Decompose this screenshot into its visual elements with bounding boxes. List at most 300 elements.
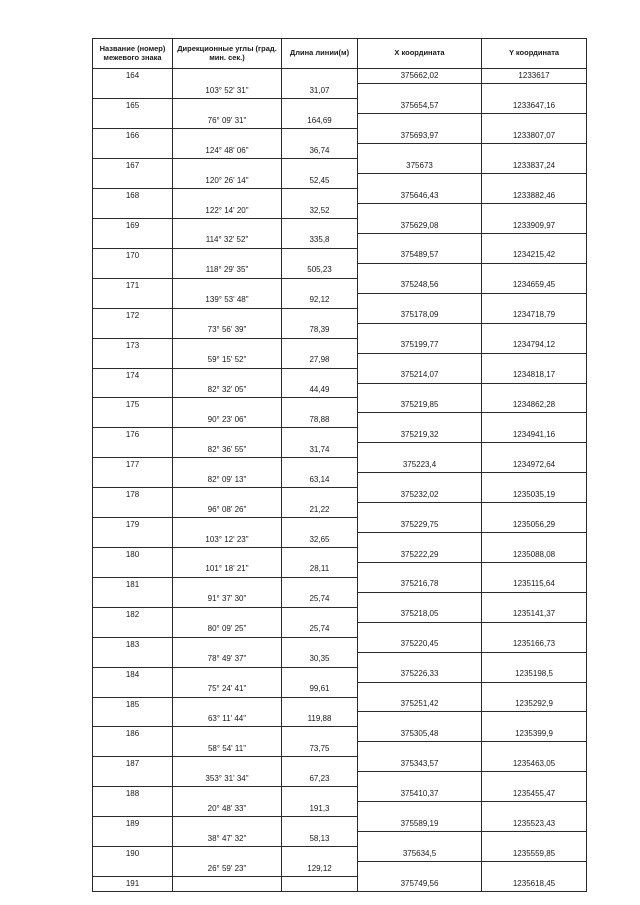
empty-cell xyxy=(93,323,173,338)
empty-cell xyxy=(93,562,173,577)
y-coordinate: 1234794,12 xyxy=(482,338,587,353)
table-row xyxy=(93,233,587,248)
direction-angle: 82° 09' 13" xyxy=(173,473,282,488)
table-row xyxy=(93,518,587,533)
table-row xyxy=(93,757,587,772)
empty-cell xyxy=(282,398,358,413)
table-row xyxy=(93,159,587,174)
empty-cell xyxy=(173,757,282,772)
direction-angle: 122° 14' 20" xyxy=(173,204,282,219)
table-row xyxy=(93,562,587,577)
empty-cell xyxy=(93,144,173,159)
direction-angle: 20° 48' 33" xyxy=(173,802,282,817)
y-coordinate: 1235618,45 xyxy=(482,876,587,891)
x-coordinate: 375199,77 xyxy=(358,338,482,353)
line-length: 27,98 xyxy=(282,353,358,368)
table-row xyxy=(93,817,587,832)
header-x-coordinate: X координата xyxy=(358,39,482,69)
table-row xyxy=(93,144,587,159)
point-name: 180 xyxy=(93,548,173,563)
empty-cell xyxy=(482,204,587,219)
empty-cell xyxy=(482,832,587,847)
table-row xyxy=(93,802,587,817)
table-row xyxy=(93,577,587,592)
empty-cell xyxy=(173,428,282,443)
empty-cell xyxy=(482,862,587,877)
line-length: 119,88 xyxy=(282,712,358,727)
empty-cell xyxy=(173,189,282,204)
table-row xyxy=(93,473,587,488)
direction-angle: 80° 09' 25" xyxy=(173,622,282,637)
empty-cell xyxy=(173,637,282,652)
point-name: 189 xyxy=(93,817,173,832)
empty-cell xyxy=(358,862,482,877)
empty-cell xyxy=(282,458,358,473)
y-coordinate: 1234862,28 xyxy=(482,398,587,413)
empty-cell xyxy=(282,159,358,174)
x-coordinate: 375219,85 xyxy=(358,398,482,413)
empty-cell xyxy=(173,338,282,353)
table-row xyxy=(93,712,587,727)
point-name: 176 xyxy=(93,428,173,443)
table-row xyxy=(93,667,587,682)
line-length: 30,35 xyxy=(282,652,358,667)
empty-cell xyxy=(173,398,282,413)
table-row xyxy=(93,398,587,413)
empty-cell xyxy=(482,533,587,548)
line-length: 78,88 xyxy=(282,413,358,428)
table-row xyxy=(93,114,587,129)
direction-angle: 76° 09' 31" xyxy=(173,114,282,129)
direction-angle: 139° 53' 48" xyxy=(173,293,282,308)
empty-cell xyxy=(282,69,358,84)
empty-cell xyxy=(358,443,482,458)
empty-cell xyxy=(358,353,482,368)
point-name: 167 xyxy=(93,159,173,174)
empty-cell xyxy=(173,697,282,712)
empty-cell xyxy=(482,443,587,458)
table-row xyxy=(93,129,587,144)
point-name: 175 xyxy=(93,398,173,413)
table-row xyxy=(93,787,587,802)
x-coordinate: 375410,37 xyxy=(358,787,482,802)
y-coordinate: 1234818,17 xyxy=(482,368,587,383)
empty-cell xyxy=(173,577,282,592)
line-length: 32,65 xyxy=(282,533,358,548)
point-name: 165 xyxy=(93,99,173,114)
table-header xyxy=(93,39,587,69)
empty-cell xyxy=(482,772,587,787)
empty-cell xyxy=(93,533,173,548)
table-row xyxy=(93,219,587,234)
line-length: 78,39 xyxy=(282,323,358,338)
table-row xyxy=(93,503,587,518)
y-coordinate: 1233882,46 xyxy=(482,189,587,204)
y-coordinate: 1235523,43 xyxy=(482,817,587,832)
empty-cell xyxy=(93,233,173,248)
table-row xyxy=(93,697,587,712)
empty-cell xyxy=(173,667,282,682)
line-length: 52,45 xyxy=(282,174,358,189)
table-row xyxy=(93,772,587,787)
direction-angle: 91° 37' 30" xyxy=(173,592,282,607)
point-name: 166 xyxy=(93,129,173,144)
direction-angle: 120° 26' 14" xyxy=(173,174,282,189)
empty-cell xyxy=(93,443,173,458)
empty-cell xyxy=(358,652,482,667)
line-length: 67,23 xyxy=(282,772,358,787)
empty-cell xyxy=(173,847,282,862)
empty-cell xyxy=(282,368,358,383)
empty-cell xyxy=(482,263,587,278)
point-name: 178 xyxy=(93,488,173,503)
point-name: 173 xyxy=(93,338,173,353)
line-length: 25,74 xyxy=(282,622,358,637)
empty-cell xyxy=(482,682,587,697)
empty-cell xyxy=(282,667,358,682)
empty-cell xyxy=(358,323,482,338)
point-name: 186 xyxy=(93,727,173,742)
empty-cell xyxy=(282,189,358,204)
empty-cell xyxy=(482,712,587,727)
y-coordinate: 1234972,64 xyxy=(482,458,587,473)
direction-angle: 101° 18' 21" xyxy=(173,562,282,577)
table-row xyxy=(93,727,587,742)
empty-cell xyxy=(482,114,587,129)
table-row xyxy=(93,458,587,473)
point-name: 184 xyxy=(93,667,173,682)
empty-cell xyxy=(358,712,482,727)
y-coordinate: 1234659,45 xyxy=(482,278,587,293)
empty-cell xyxy=(173,458,282,473)
empty-cell xyxy=(282,99,358,114)
header-point-name: Название (номер) межевого знака xyxy=(93,39,173,69)
header-direction-angle: Дирекционные углы (град. мин. сек.) xyxy=(173,39,282,69)
table-row xyxy=(93,278,587,293)
empty-cell xyxy=(93,772,173,787)
empty-cell xyxy=(282,428,358,443)
table-row xyxy=(93,99,587,114)
point-name: 171 xyxy=(93,278,173,293)
empty-cell xyxy=(282,727,358,742)
table-row xyxy=(93,592,587,607)
empty-cell xyxy=(358,592,482,607)
point-name: 191 xyxy=(93,876,173,891)
empty-cell xyxy=(173,817,282,832)
boundary-coordinates-table xyxy=(92,38,587,892)
empty-cell xyxy=(93,263,173,278)
x-coordinate: 375589,19 xyxy=(358,817,482,832)
table-row xyxy=(93,263,587,278)
x-coordinate: 375216,78 xyxy=(358,577,482,592)
line-length: 505,23 xyxy=(282,263,358,278)
y-coordinate: 1235088,08 xyxy=(482,548,587,563)
empty-cell xyxy=(173,548,282,563)
table-row xyxy=(93,876,587,891)
empty-cell xyxy=(173,607,282,622)
y-coordinate: 1234941,16 xyxy=(482,428,587,443)
y-coordinate: 1235166,73 xyxy=(482,637,587,652)
y-coordinate: 1234718,79 xyxy=(482,308,587,323)
line-length: 28,11 xyxy=(282,562,358,577)
x-coordinate: 375305,48 xyxy=(358,727,482,742)
point-name: 174 xyxy=(93,368,173,383)
x-coordinate: 375646,43 xyxy=(358,189,482,204)
empty-cell xyxy=(282,637,358,652)
empty-cell xyxy=(93,413,173,428)
point-name: 179 xyxy=(93,518,173,533)
empty-cell xyxy=(358,233,482,248)
empty-cell xyxy=(358,84,482,99)
point-name: 185 xyxy=(93,697,173,712)
direction-angle: 124° 48' 06" xyxy=(173,144,282,159)
empty-cell xyxy=(282,876,358,891)
table-row xyxy=(93,622,587,637)
empty-cell xyxy=(93,832,173,847)
empty-cell xyxy=(482,742,587,757)
line-length: 58,13 xyxy=(282,832,358,847)
direction-angle: 103° 12' 23" xyxy=(173,533,282,548)
empty-cell xyxy=(358,144,482,159)
direction-angle: 78° 49' 37" xyxy=(173,652,282,667)
empty-cell xyxy=(358,533,482,548)
empty-cell xyxy=(282,129,358,144)
empty-cell xyxy=(93,473,173,488)
empty-cell xyxy=(173,69,282,84)
table-row xyxy=(93,637,587,652)
empty-cell xyxy=(482,473,587,488)
table-row xyxy=(93,323,587,338)
empty-cell xyxy=(358,174,482,189)
table-body xyxy=(93,69,587,892)
x-coordinate: 375218,05 xyxy=(358,607,482,622)
y-coordinate: 1233617 xyxy=(482,69,587,84)
table-row xyxy=(93,548,587,563)
empty-cell xyxy=(93,353,173,368)
x-coordinate: 375219,32 xyxy=(358,428,482,443)
empty-cell xyxy=(93,503,173,518)
empty-cell xyxy=(358,622,482,637)
point-name: 190 xyxy=(93,847,173,862)
line-length: 31,07 xyxy=(282,84,358,99)
table-row xyxy=(93,742,587,757)
direction-angle: 118° 29' 35" xyxy=(173,263,282,278)
table-row xyxy=(93,428,587,443)
empty-cell xyxy=(93,712,173,727)
direction-angle: 73° 56' 39" xyxy=(173,323,282,338)
empty-cell xyxy=(282,577,358,592)
empty-cell xyxy=(482,503,587,518)
y-coordinate: 1235141,37 xyxy=(482,607,587,622)
x-coordinate: 375629,08 xyxy=(358,219,482,234)
empty-cell xyxy=(482,802,587,817)
x-coordinate: 375634,5 xyxy=(358,847,482,862)
y-coordinate: 1235056,29 xyxy=(482,518,587,533)
line-length: 32,52 xyxy=(282,204,358,219)
y-coordinate: 1235115,64 xyxy=(482,577,587,592)
empty-cell xyxy=(173,219,282,234)
empty-cell xyxy=(93,204,173,219)
empty-cell xyxy=(173,278,282,293)
x-coordinate: 375223,4 xyxy=(358,458,482,473)
empty-cell xyxy=(93,862,173,877)
x-coordinate: 375248,56 xyxy=(358,278,482,293)
x-coordinate: 375222,29 xyxy=(358,548,482,563)
line-length: 164,69 xyxy=(282,114,358,129)
y-coordinate: 1234215,42 xyxy=(482,248,587,263)
empty-cell xyxy=(482,293,587,308)
empty-cell xyxy=(358,383,482,398)
x-coordinate: 375220,45 xyxy=(358,637,482,652)
direction-angle: 82° 36' 55" xyxy=(173,443,282,458)
empty-cell xyxy=(358,802,482,817)
direction-angle: 59° 15' 52" xyxy=(173,353,282,368)
empty-cell xyxy=(482,652,587,667)
empty-cell xyxy=(93,622,173,637)
line-length: 99,61 xyxy=(282,682,358,697)
point-name: 182 xyxy=(93,607,173,622)
table-row xyxy=(93,862,587,877)
line-length: 31,74 xyxy=(282,443,358,458)
line-length: 191,3 xyxy=(282,802,358,817)
direction-angle: 82° 32' 05" xyxy=(173,383,282,398)
direction-angle: 96° 08' 26" xyxy=(173,503,282,518)
empty-cell xyxy=(173,159,282,174)
table-row xyxy=(93,607,587,622)
point-name: 188 xyxy=(93,787,173,802)
table-row xyxy=(93,383,587,398)
empty-cell xyxy=(173,308,282,323)
table-row xyxy=(93,413,587,428)
empty-cell xyxy=(482,592,587,607)
empty-cell xyxy=(282,278,358,293)
table-row xyxy=(93,353,587,368)
x-coordinate: 375229,75 xyxy=(358,518,482,533)
table-row xyxy=(93,69,587,84)
empty-cell xyxy=(93,114,173,129)
direction-angle: 63° 11' 44" xyxy=(173,712,282,727)
direction-angle: 38° 47' 32" xyxy=(173,832,282,847)
empty-cell xyxy=(282,488,358,503)
empty-cell xyxy=(282,787,358,802)
line-length: 335,8 xyxy=(282,233,358,248)
x-coordinate: 375662,02 xyxy=(358,69,482,84)
empty-cell xyxy=(173,518,282,533)
empty-cell xyxy=(173,248,282,263)
point-name: 187 xyxy=(93,757,173,772)
y-coordinate: 1235198,5 xyxy=(482,667,587,682)
empty-cell xyxy=(482,323,587,338)
empty-cell xyxy=(282,338,358,353)
table-row xyxy=(93,443,587,458)
line-length: 36,74 xyxy=(282,144,358,159)
empty-cell xyxy=(482,622,587,637)
empty-cell xyxy=(358,114,482,129)
empty-cell xyxy=(482,562,587,577)
table-row xyxy=(93,338,587,353)
empty-cell xyxy=(173,368,282,383)
empty-cell xyxy=(173,787,282,802)
empty-cell xyxy=(358,413,482,428)
table-row xyxy=(93,308,587,323)
y-coordinate: 1233909,97 xyxy=(482,219,587,234)
table-row xyxy=(93,368,587,383)
x-coordinate: 375232,02 xyxy=(358,488,482,503)
y-coordinate: 1233647,16 xyxy=(482,99,587,114)
direction-angle: 26° 59' 23" xyxy=(173,862,282,877)
empty-cell xyxy=(93,174,173,189)
empty-cell xyxy=(358,263,482,278)
point-name: 183 xyxy=(93,637,173,652)
empty-cell xyxy=(93,84,173,99)
empty-cell xyxy=(282,847,358,862)
point-name: 164 xyxy=(93,69,173,84)
table-row xyxy=(93,174,587,189)
x-coordinate: 375178,09 xyxy=(358,308,482,323)
table-row xyxy=(93,847,587,862)
line-length: 44,49 xyxy=(282,383,358,398)
empty-cell xyxy=(482,353,587,368)
empty-cell xyxy=(282,607,358,622)
x-coordinate: 375214,07 xyxy=(358,368,482,383)
table-row xyxy=(93,832,587,847)
empty-cell xyxy=(282,548,358,563)
line-length: 25,74 xyxy=(282,592,358,607)
y-coordinate: 1235559,85 xyxy=(482,847,587,862)
empty-cell xyxy=(482,413,587,428)
empty-cell xyxy=(93,592,173,607)
table-row xyxy=(93,488,587,503)
x-coordinate: 375251,42 xyxy=(358,697,482,712)
line-length: 73,75 xyxy=(282,742,358,757)
point-name: 170 xyxy=(93,248,173,263)
empty-cell xyxy=(282,308,358,323)
point-name: 169 xyxy=(93,219,173,234)
empty-cell xyxy=(482,144,587,159)
empty-cell xyxy=(358,742,482,757)
x-coordinate: 375654,57 xyxy=(358,99,482,114)
empty-cell xyxy=(282,219,358,234)
direction-angle: 353° 31' 34" xyxy=(173,772,282,787)
y-coordinate: 1235035,19 xyxy=(482,488,587,503)
empty-cell xyxy=(173,129,282,144)
table-row xyxy=(93,84,587,99)
header-y-coordinate: Y координата xyxy=(482,39,587,69)
point-name: 172 xyxy=(93,308,173,323)
empty-cell xyxy=(282,518,358,533)
empty-cell xyxy=(173,488,282,503)
table-row xyxy=(93,682,587,697)
y-coordinate: 1235292,9 xyxy=(482,697,587,712)
x-coordinate: 375489,57 xyxy=(358,248,482,263)
empty-cell xyxy=(358,772,482,787)
x-coordinate: 375343,57 xyxy=(358,757,482,772)
empty-cell xyxy=(482,383,587,398)
line-length: 63,14 xyxy=(282,473,358,488)
empty-cell xyxy=(93,293,173,308)
empty-cell xyxy=(282,697,358,712)
table-row xyxy=(93,189,587,204)
empty-cell xyxy=(173,727,282,742)
table-row xyxy=(93,204,587,219)
y-coordinate: 1235399,9 xyxy=(482,727,587,742)
empty-cell xyxy=(358,832,482,847)
y-coordinate: 1235455,47 xyxy=(482,787,587,802)
line-length: 92,12 xyxy=(282,293,358,308)
point-name: 168 xyxy=(93,189,173,204)
table-row xyxy=(93,293,587,308)
x-coordinate: 375673 xyxy=(358,159,482,174)
